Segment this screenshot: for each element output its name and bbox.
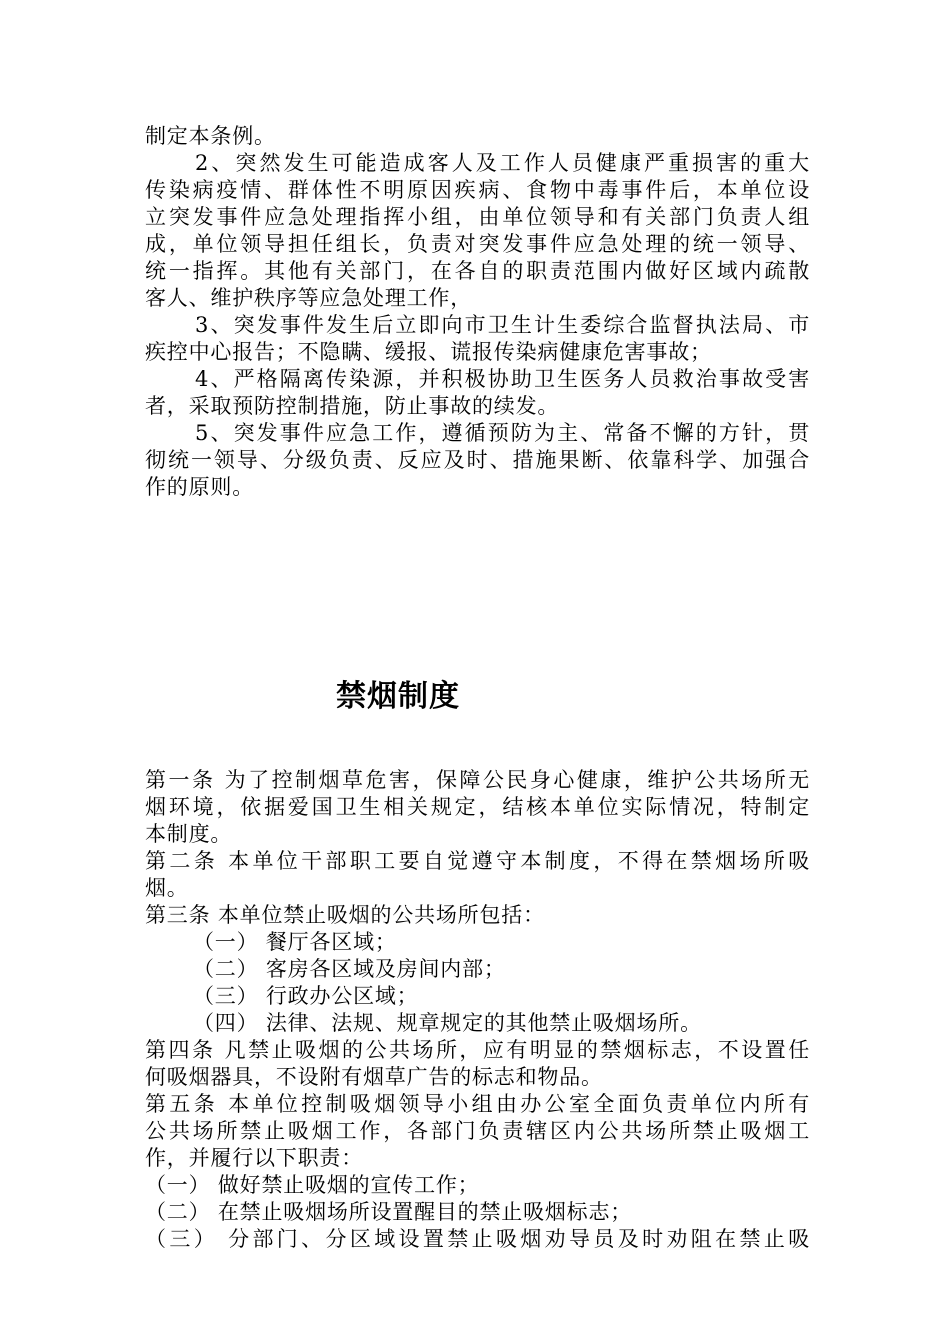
paragraph-line: 制定本条例。: [145, 124, 276, 148]
paragraph-line: 烟。: [145, 876, 189, 900]
paragraph-line: 者，采取预防控制措施，防止事故的续发。: [145, 394, 560, 418]
list-item: （三） 行政办公区域；: [193, 984, 419, 1008]
paragraph-line: 立突发事件应急处理指挥小组，由单位领导和有关部门负责人组: [145, 205, 810, 229]
paragraph-line: 第一条 为了控制烟草危害，保障公民身心健康，维护公共场所无: [145, 768, 810, 792]
paragraph-line: 4、严格隔离传染源，并积极协助卫生医务人员救治事故受害: [195, 367, 810, 391]
list-item: （四） 法律、法规、规章规定的其他禁止吸烟场所。: [193, 1011, 702, 1035]
paragraph-line: 3、突发事件发生后立即向市卫生计生委综合监督执法局、市: [195, 313, 810, 337]
paragraph-line: 传染病疫情、群体性不明原因疾病、食物中毒事件后，本单位设: [145, 178, 810, 202]
paragraph-line: 本制度。: [145, 822, 233, 846]
paragraph-line: 5、突发事件应急工作，遵循预防为主、常备不懈的方针，贯: [195, 421, 810, 445]
list-item: （二） 客房各区域及房间内部；: [193, 957, 506, 981]
list-item: （一） 餐厅各区域；: [193, 930, 397, 954]
paragraph-line: 作，并履行以下职责：: [145, 1146, 363, 1170]
paragraph-line: 作的原则。: [145, 475, 254, 499]
paragraph-line: 何吸烟器具，不设附有烟草广告的标志和物品。: [145, 1065, 603, 1089]
page-title: 禁烟制度: [336, 679, 460, 714]
list-item: （二） 在禁止吸烟场所设置醒目的禁止吸烟标志；: [145, 1200, 633, 1224]
list-item: （三） 分部门、分区域设置禁止吸烟劝导员及时劝阻在禁止吸: [145, 1227, 810, 1251]
paragraph-line: 第四条 凡禁止吸烟的公共场所，应有明显的禁烟标志，不设置任: [145, 1038, 810, 1062]
paragraph-line: 烟环境，依据爱国卫生相关规定，结核本单位实际情况，特制定: [145, 795, 810, 819]
no-smoking-section: [145, 767, 810, 1253]
paragraph-line: 公共场所禁止吸烟工作，各部门负责辖区内公共场所禁止吸烟工: [145, 1119, 810, 1143]
list-item: （一） 做好禁止吸烟的宣传工作；: [145, 1173, 480, 1197]
emergency-section: [145, 123, 810, 501]
paragraph-line: 彻统一领导、分级负责、反应及时、措施果断、依靠科学、加强合: [145, 448, 810, 472]
paragraph-line: 第五条 本单位控制吸烟领导小组由办公室全面负责单位内所有: [145, 1092, 810, 1116]
paragraph-line: 成，单位领导担任组长，负责对突发事件应急处理的统一领导、: [145, 232, 810, 256]
paragraph-line: 疾控中心报告；不隐瞒、缓报、谎报传染病健康危害事故；: [145, 340, 712, 364]
paragraph-line: 客人、维护秩序等应急处理工作，: [145, 286, 472, 310]
paragraph-line: 2、突然发生可能造成客人及工作人员健康严重损害的重大: [195, 151, 810, 175]
paragraph-line: 第二条 本单位干部职工要自觉遵守本制度，不得在禁烟场所吸: [145, 849, 810, 873]
paragraph-line: 统一指挥。其他有关部门，在各自的职责范围内做好区域内疏散: [145, 259, 810, 283]
paragraph-line: 第三条 本单位禁止吸烟的公共场所包括：: [145, 903, 545, 927]
